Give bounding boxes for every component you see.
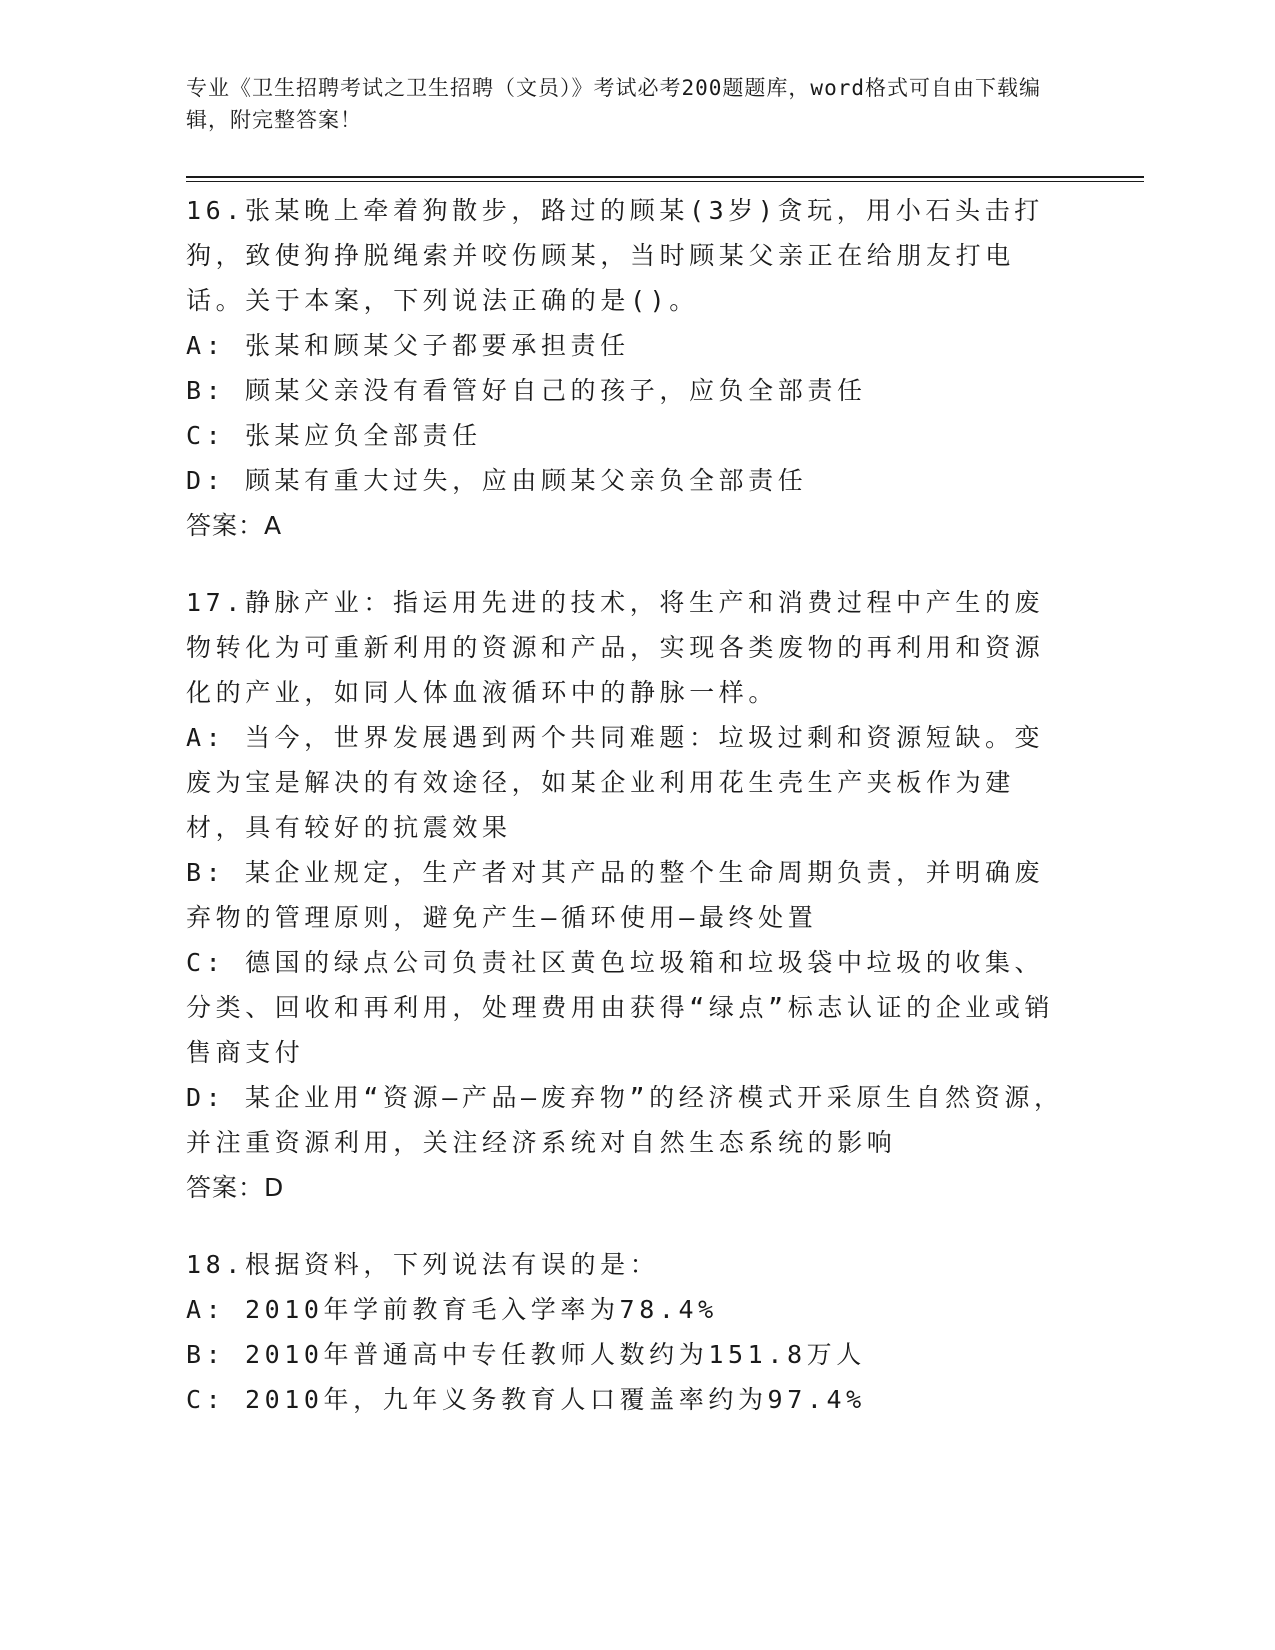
answer-value: D xyxy=(264,1173,285,1202)
question-17 xyxy=(186,580,1066,1210)
option-d: D: 某企业用“资源—产品—废弃物”的经济模式开采原生自然资源，并注重资源利用，关注经济系统对自然生态系统的影响 xyxy=(186,1083,1064,1157)
option-a: A: 当今，世界发展遇到两个共同难题：垃圾过剩和资源短缺。变废为宝是解决的有效途径，如某企业利用花生壳生产夹板作为建材，具有较好的抗震效果 xyxy=(186,723,1045,842)
answer-line xyxy=(186,1165,1066,1210)
header-rule-thin xyxy=(186,181,1144,182)
question-stem: 17.静脉产业：指运用先进的技术，将生产和消费过程中产生的废物转化为可重新利用的资源和产品，实现各类废物的再利用和资源化的产业，如同人体血液循环中的静脉一样。 xyxy=(186,588,1045,707)
answer-label: 答案： xyxy=(186,1173,265,1202)
document-header xyxy=(186,72,1066,136)
option-a: A: 张某和顾某父子都要承担责任 xyxy=(186,331,630,360)
option-c: C: 张某应负全部责任 xyxy=(186,421,482,450)
header-text: 专业《卫生招聘考试之卫生招聘（文员）》考试必考200题题库，word格式可自由下载编辑，附完整答案！ xyxy=(186,76,1041,132)
option-b: B: 某企业规定，生产者对其产品的整个生命周期负责，并明确废弃物的管理原则，避免产生—循环使用—最终处置 xyxy=(186,858,1045,932)
question-16 xyxy=(186,188,1066,548)
question-stem: 16.张某晚上牵着狗散步，路过的顾某(3岁)贪玩，用小石头击打狗，致使狗挣脱绳索并咬伤顾某，当时顾某父亲正在给朋友打电话。关于本案，下列说法正确的是()。 xyxy=(186,196,1044,315)
option-d: D: 顾某有重大过失，应由顾某父亲负全部责任 xyxy=(186,466,808,495)
option-c: C: 2010年，九年义务教育人口覆盖率约为97.4% xyxy=(186,1385,866,1414)
answer-line xyxy=(186,503,1066,548)
option-b: B: 2010年普通高中专任教师人数约为151.8万人 xyxy=(186,1340,866,1369)
option-c: C: 德国的绿点公司负责社区黄色垃圾箱和垃圾袋中垃圾的收集、分类、回收和再利用，处理费用由获得“绿点”标志认证的企业或销售商支付 xyxy=(186,948,1055,1067)
question-18 xyxy=(186,1242,1066,1422)
question-list xyxy=(186,188,1066,1454)
question-stem: 18.根据资料，下列说法有误的是： xyxy=(186,1250,660,1279)
header-rule-thick xyxy=(186,176,1144,178)
option-b: B: 顾某父亲没有看管好自己的孩子，应负全部责任 xyxy=(186,376,867,405)
answer-label: 答案： xyxy=(186,511,265,540)
answer-value: A xyxy=(264,511,283,540)
option-a: A: 2010年学前教育毛入学率为78.4% xyxy=(186,1295,718,1324)
